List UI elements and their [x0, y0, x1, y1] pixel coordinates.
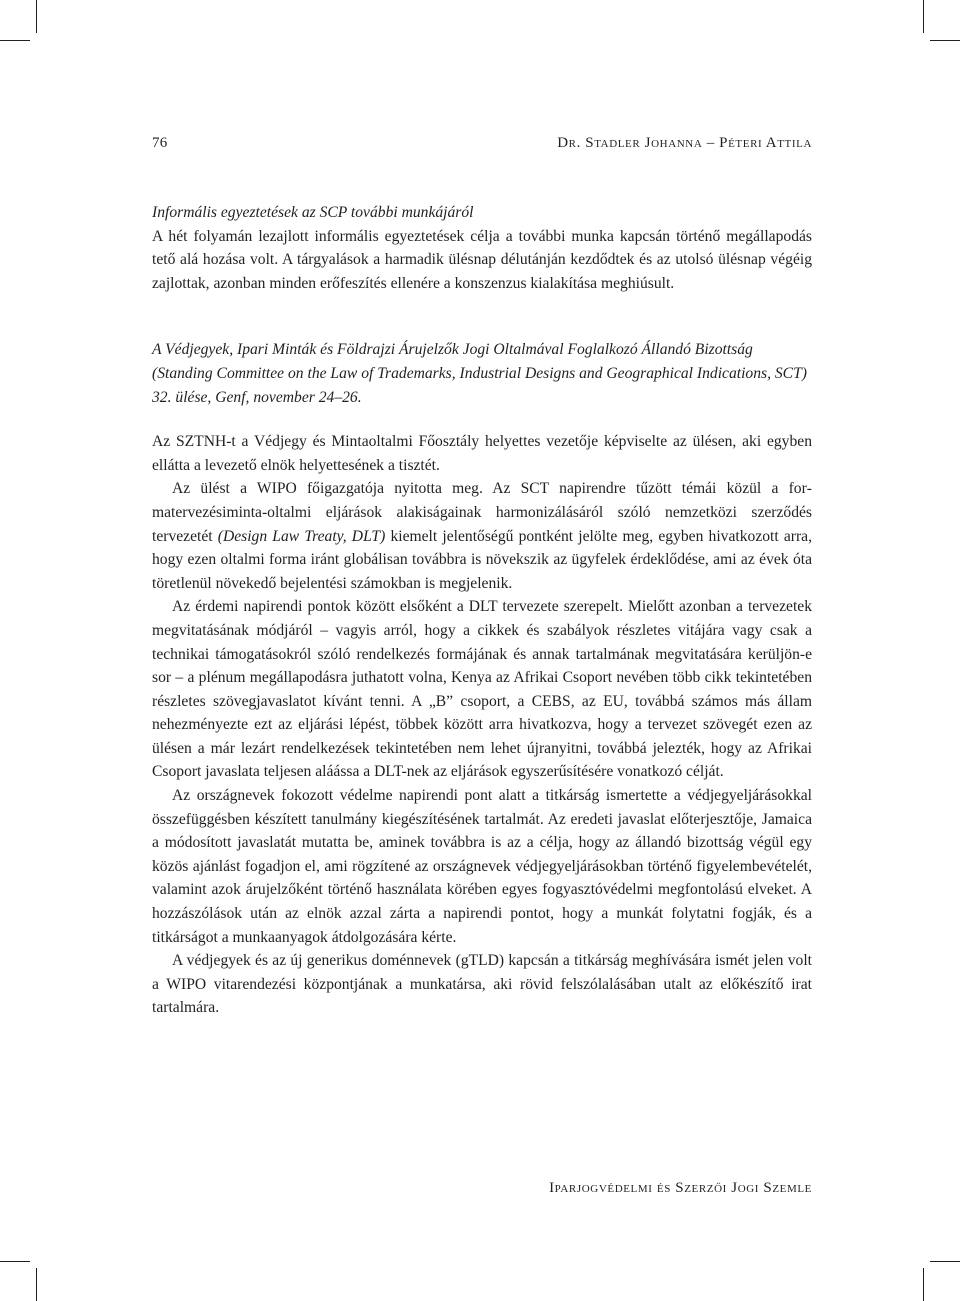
section-title: Informális egyeztetések az SCP további munkájáról: [152, 204, 474, 221]
paragraph-text: Az ülést a WIPO főigazgatója nyitotta meg. Az SCT napirendre tűzött témái közül a formatervezésiminta-oltalmi eljárások alakiságainak harmonizálásáról szóló nemzetközi szerződés tervezetét: [152, 480, 812, 545]
running-header-authors: Dr. Stadler Johanna – Péteri Attila: [557, 135, 812, 151]
paragraph: Az érdemi napirendi pontok között elsőként a DLT tervezete szerepelt. Mielőtt azonban a tervezetek megvitatásának módjáról – vagyis arról, hogy a cikkek és szabályok részletes vitájára vagy csak a technikai támogatásokról szóló rendelkezés formájának és annak tartalmának megvitatására kerüljön-e sor – a plénum megállapodásra juthatott volna, Kenya az Afrikai Csoport nevében több cikk tekintetében részletes szövegjavaslatot kívánt tenni. A „B” csoport, a CEBS, az EU, továbbá számos más állam nehezményezte ezt az eljárási lépést, többek között arra hivatkozva, hogy a tervezet szövegét ezen az ülésen a már lezárt rendelkezések tekintetében nem lehet újranyitni, továbbá jelezték, hogy az Afrikai Csoport javaslata teljesen aláássa a DLT-nek az eljárások egyszerűsítésére vonatkozó célját.: [152, 598, 812, 781]
paragraph: [152, 477, 812, 595]
paragraph: A hét folyamán lezajlott informális egyeztetések célja a további munka kapcsán történő megállapodás tető alá hozása volt. A tárgyalások a harmadik ülésnap délutánján kezdődtek és az utolsó ülésnap végéig zajlottak, azonban minden erőfeszítés ellenére a konszenzus kialakítása meghiúsult.: [152, 227, 812, 292]
crop-mark-top-left-h: [0, 40, 30, 41]
page-content: [152, 201, 812, 1020]
crop-mark-top-left-v: [36, 0, 37, 33]
paragraph: Az országnevek fokozott védelme napirendi pont alatt a titkárság ismertette a védjegyeljárásokkal összefüggésben készített tanulmány kiegészítésének tartalmát. Az eredeti javaslat előterjesztője, Jamaica a módosított javaslatát mutatta be, aminek továbbra is az a célja, hogy az állandó bizottság végül egy közös ajánlást fogadjon el, ami rögzítené az országnevek védjegyeljárásokban történő figyelembevételét, valamint azok árujelzőként történő használata körében egyes fogyasztóvédelmi megfontolású elveket. A hozzászólások után az elnök azzal zárta a napirendi pontot, hogy a munkát folytatni fogják, és a titkárságot a munkaanyagok átdolgozására kérte.: [152, 787, 812, 946]
crop-mark-bottom-right-v: [923, 1268, 924, 1301]
section-heading-text: A Védjegyek, Ipari Minták és Földrajzi Árujelzők Jogi Oltalmával Foglalkozó Állandó Bizottság (Standing Committee on the Law of Trademarks, Industrial Designs and Geographical Indications, SCT) 32. ülése, Genf, november 24–26.: [152, 341, 807, 406]
paragraph: Az SZTNH-t a Védjegy és Mintaoltalmi Főosztály helyettes vezetője képviselte az ülésen, aki egyben ellátta a levezető elnök helyettesének a tisztét.: [152, 433, 812, 474]
paragraph: A védjegyek és az új generikus doménnevek (gTLD) kapcsán a titkárság meghívására ismét jelen volt a WIPO vitarendezési központjának a munkatársa, aki rövid felszólalásában utalt az előkészítő irat tartalmára.: [152, 952, 812, 1017]
crop-mark-bottom-left-h: [0, 1261, 30, 1262]
paragraph-emphasis: (Design Law Treaty, DLT): [217, 527, 386, 545]
crop-mark-bottom-left-v: [36, 1268, 37, 1301]
crop-mark-top-right-h: [930, 40, 960, 41]
crop-mark-top-right-v: [923, 0, 924, 33]
page-number: 76: [152, 135, 168, 151]
running-footer-journal: Iparjogvédelmi és Szerzői Jogi Szemle: [549, 1180, 812, 1196]
crop-mark-bottom-right-h: [930, 1261, 960, 1262]
section-heading: [152, 338, 812, 409]
paragraph-text: kiemelt jelentőségű pontként jelölte meg, egyben hivatkozott arra, hogy ezen oltalmi forma iránt globálisan továbbra is növekszik az ügyfelek érdeklődése, ami az évek óta töretlenül növekedő bejelentési számokban is megjelenik.: [152, 527, 812, 592]
